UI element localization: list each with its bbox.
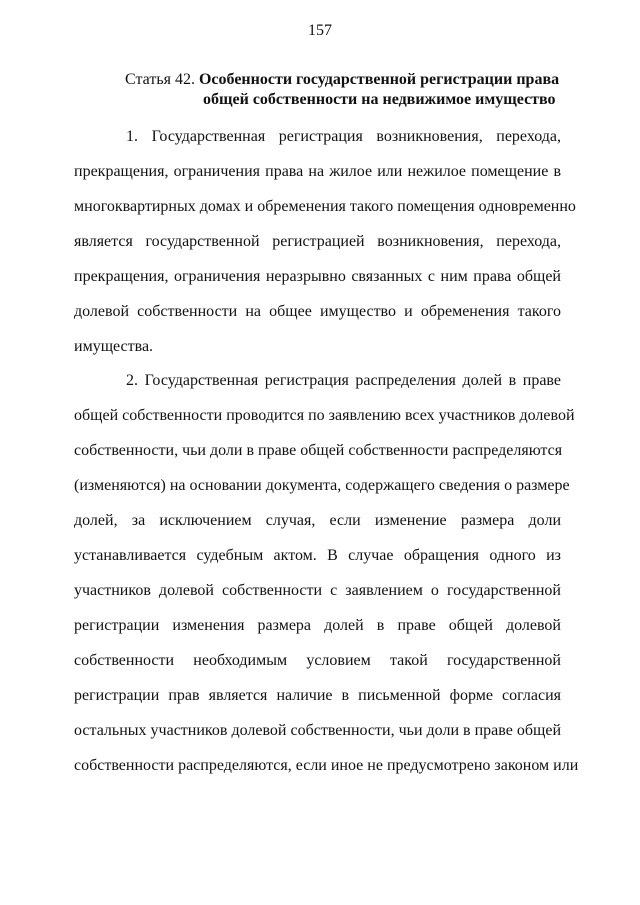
paragraph-2-line: собственности, чьи доли в праве общей собственности распределяются [74,442,563,459]
page-number: 157 [308,22,332,39]
paragraph-2-line: остальных участников долевой собственности, чьи доли в праве общей [74,722,561,739]
paragraph-2-line: участников долевой собственности с заявлением о государственной [74,582,561,599]
paragraph-2-line: собственности необходимым условием такой государственной [74,652,561,669]
paragraph-2-line: устанавливается судебным актом. В случае обращения одного из [74,547,561,564]
article-title-line-1: Особенности государственной регистрации права [198,71,560,88]
paragraph-2-line: собственности распределяются, если иное не предусмотрено законом или [74,757,579,774]
paragraph-1-line: прекращения, ограничения неразрывно связанных с ним права общей [74,268,561,285]
paragraph-1 [74,127,576,357]
paragraph-2-line: 2. Государственная регистрация распределения долей в праве [126,372,561,389]
article-label: Статья 42. [125,71,195,88]
paragraph-1-line: 1. Государственная регистрация возникновения, перехода, [126,128,561,145]
paragraph-1-line: долевой собственности на общее имущество и обременения такого [74,303,561,320]
paragraph-2-line: (изменяются) на основании документа, содержащего сведения о размере [74,477,570,494]
paragraph-2 [74,371,579,776]
paragraph-2-line: регистрации прав является наличие в письменной форме согласия [74,687,561,704]
paragraph-2-line: долей, за исключением случая, если изменение размера доли [74,512,561,529]
paragraph-1-line: прекращения, ограничения права на жилое или нежилое помещение в [74,163,561,180]
article-heading [125,70,559,110]
article-title-line-2: общей собственности на недвижимое имущество [203,91,556,108]
paragraph-2-line: общей собственности проводится по заявлению всех участников долевой [74,407,575,424]
paragraph-2-line: регистрации изменения размера долей в праве общей долевой [74,617,561,634]
paragraph-1-line: многоквартирных домах и обременения такого помещения одновременно [74,198,576,215]
paragraph-1-line: имущества. [74,338,154,355]
paragraph-1-line: является государственной регистрацией возникновения, перехода, [74,233,561,250]
